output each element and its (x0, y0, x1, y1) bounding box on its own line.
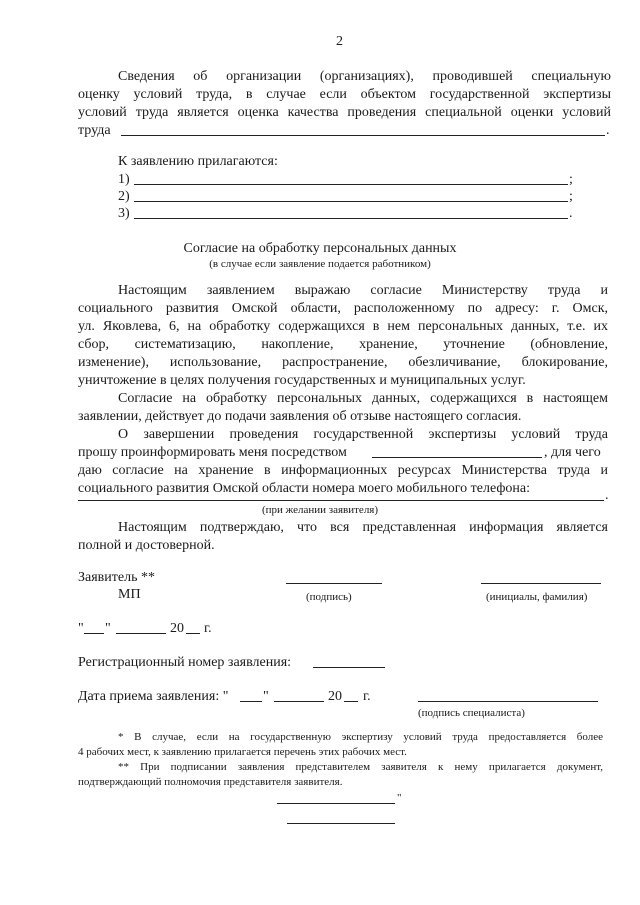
signature-line (286, 583, 382, 584)
consent-p1-line-2: социального развития Омской области, расположенному по адресу: г. Омск, (78, 301, 608, 316)
initials-caption: (инициалы, фамилия) (486, 591, 588, 603)
reception-month-line (274, 701, 324, 702)
attachment-line-1 (134, 184, 568, 185)
org-info-line-2: оценку условий труда, в случае если объектом государственной экспертизы (78, 87, 611, 102)
org-info-line-4-prefix: труда (78, 123, 111, 138)
attachment-num-2: 2) (118, 189, 130, 204)
consent-p3-line-2-prefix: прошу проинформировать меня посредством (78, 445, 347, 460)
date-open-quote: " (78, 621, 84, 636)
consent-p1-line-5: изменение), использование, распространение, обезличивание, блокирование, (78, 355, 608, 370)
phone-line-end: . (605, 488, 609, 503)
trailing-line-2 (287, 823, 395, 824)
date-suffix: г. (204, 621, 212, 636)
date-year-prefix: 20 (170, 621, 184, 636)
initials-line (481, 583, 601, 584)
attachment-end-1: ; (569, 172, 573, 187)
attachment-line-3 (134, 218, 568, 219)
org-info-underline (121, 135, 605, 136)
footnote-1-line-2: 4 рабочих мест, к заявлению прилагается перечень этих рабочих мест. (78, 746, 407, 758)
consent-p4-line-1: Настоящим подтверждаю, что вся представленная информация является (118, 520, 608, 535)
phone-caption: (при желании заявителя) (261, 504, 379, 516)
org-info-line-3: условий труда является оценка качества проведения специальной оценки условий (78, 105, 611, 120)
trailing-quote: " (397, 792, 402, 804)
footnote-2-line-1: ** При подписании заявления представителем заявителя к нему прилагается документ, (118, 761, 603, 773)
registration-number-line (313, 667, 385, 668)
date-close-quote: " (105, 621, 111, 636)
specialist-signature-caption: (подпись специалиста) (418, 707, 525, 719)
registration-label: Регистрационный номер заявления: (78, 655, 292, 670)
consent-p4-line-2: полной и достоверной. (78, 538, 215, 553)
consent-p2-line-2: заявлении, действует до подачи заявления об отзыве настоящего согласия. (78, 409, 522, 424)
attachment-num-1: 1) (118, 172, 130, 187)
date-year-line (186, 633, 200, 634)
footnote-1-line-1: * В случае, если на государственную экспертизу условий труда предоставляется более (118, 731, 603, 743)
reception-year-prefix: 20 (328, 689, 342, 704)
consent-p3-line-4: социального развития Омской области номера моего мобильного телефона: (78, 481, 531, 496)
consent-title: Согласие на обработку персональных данных (183, 241, 457, 256)
consent-p1-line-3: ул. Яковлева, 6, на обработку содержащихся в нем персональных данных, т.е. их (78, 319, 608, 334)
org-info-end: . (606, 123, 610, 138)
notify-method-underline (372, 457, 542, 458)
signature-caption: (подпись) (306, 591, 352, 603)
date-day-line (84, 633, 104, 634)
consent-p3-line-3: даю согласие на хранение в информационных ресурсах Министерства труда и (78, 463, 608, 478)
consent-p3-line-1: О завершении проведения государственной экспертизы условий труда (118, 427, 608, 442)
consent-p2-line-1: Согласие на обработку персональных данных, содержащихся в настоящем (118, 391, 608, 406)
consent-p3-line-2-suffix: , для чего (544, 445, 601, 460)
reception-close-quote: " (263, 689, 269, 704)
consent-p1-line-6: уничтожение в целях получения государственных и муниципальных услуг. (78, 373, 526, 388)
consent-subtitle: (в случае если заявление подается работником) (209, 258, 431, 270)
page-number: 2 (336, 34, 343, 49)
footnote-2-line-2: подтверждающий полномочия представителя заявителя. (78, 776, 343, 788)
consent-p1-line-4: сбор, систематизацию, накопление, хранение, уточнение (обновление, (78, 337, 608, 352)
phone-underline (78, 500, 604, 501)
attachment-num-3: 3) (118, 206, 130, 221)
attachment-end-3: . (569, 206, 573, 221)
attachment-end-2: ; (569, 189, 573, 204)
reception-suffix: г. (363, 689, 371, 704)
applicant-label: Заявитель ** (78, 570, 155, 585)
reception-year-line (344, 701, 358, 702)
attachments-heading: К заявлению прилагаются: (118, 154, 278, 169)
trailing-line-1 (277, 803, 395, 804)
seal-label: МП (118, 587, 141, 602)
org-info-line-1: Сведения об организации (организациях), проводившей специальную (118, 69, 611, 84)
attachment-line-2 (134, 201, 568, 202)
reception-day-line (240, 701, 262, 702)
specialist-signature-line (418, 701, 598, 702)
reception-label: Дата приема заявления: " (78, 689, 229, 704)
consent-p1-line-1: Настоящим заявлением выражаю согласие Министерству труда и (118, 283, 608, 298)
date-month-line (116, 633, 166, 634)
